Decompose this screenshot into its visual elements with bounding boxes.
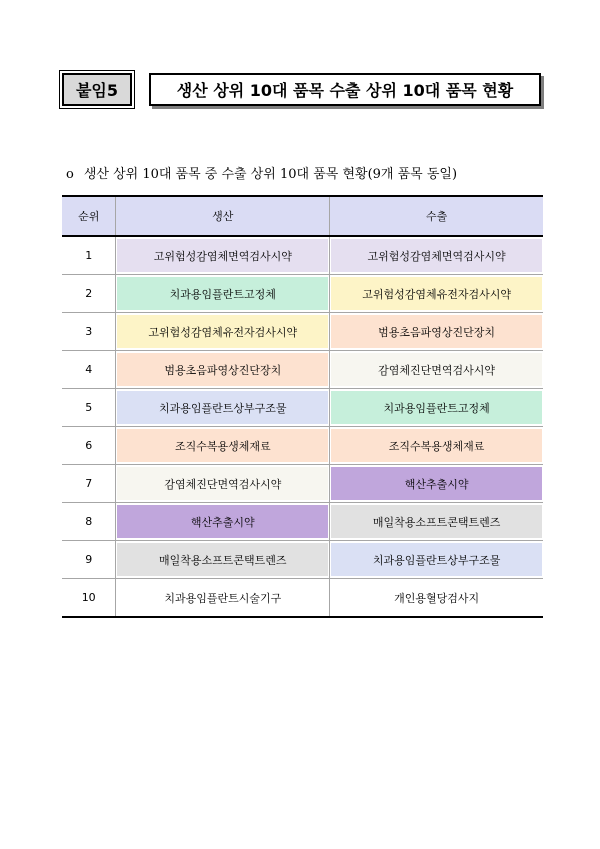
production-cell <box>116 427 330 465</box>
rank-cell <box>62 503 116 541</box>
export-cell <box>330 313 543 351</box>
production-cell <box>116 541 330 579</box>
rank-label: 8 <box>85 515 93 528</box>
export-label: 매일착용소프트콘택트렌즈 <box>331 505 542 538</box>
export-cell <box>330 541 543 579</box>
export-cell <box>330 351 543 389</box>
rank-cell <box>62 465 116 503</box>
rank-cell <box>62 351 116 389</box>
export-cell <box>330 503 543 541</box>
attachment-tag: 붙임5 <box>62 73 132 106</box>
export-label: 범용초음파영상진단장치 <box>331 315 542 348</box>
production-label: 고위험성감염체면역검사시약 <box>117 239 328 272</box>
export-cell <box>330 275 543 313</box>
production-label: 매일착용소프트콘택트렌즈 <box>117 543 328 576</box>
table-row <box>62 236 543 275</box>
rank-label: 1 <box>85 249 93 262</box>
rank-label: 4 <box>85 363 93 376</box>
table-row <box>62 427 543 465</box>
rank-label: 9 <box>85 553 93 566</box>
export-cell <box>330 236 543 275</box>
production-label: 치과용임플란트시술기구 <box>117 581 328 614</box>
production-cell <box>116 579 330 618</box>
production-label: 치과용임플란트고정체 <box>117 277 328 310</box>
export-label: 조직수복용생체재료 <box>331 429 542 462</box>
subtitle-text: 생산 상위 10대 품목 중 수출 상위 10대 품목 현황 <box>83 167 368 182</box>
rank-cell <box>62 427 116 465</box>
table-row <box>62 465 543 503</box>
rank-cell <box>62 541 116 579</box>
export-cell <box>330 465 543 503</box>
bullet-icon: o <box>66 167 74 182</box>
table-row <box>62 275 543 313</box>
production-label: 고위험성감염체유전자검사시약 <box>117 315 328 348</box>
table-row <box>62 351 543 389</box>
production-cell <box>116 351 330 389</box>
export-cell <box>330 389 543 427</box>
production-cell <box>116 275 330 313</box>
header <box>62 73 541 106</box>
rank-cell <box>62 389 116 427</box>
export-label: 치과용임플란트고정체 <box>331 391 542 424</box>
export-label: 개인용혈당검사지 <box>331 581 542 614</box>
rank-cell <box>62 313 116 351</box>
table-row <box>62 503 543 541</box>
export-cell <box>330 427 543 465</box>
production-cell <box>116 465 330 503</box>
production-label: 감염체진단면역검사시약 <box>117 467 328 500</box>
header-export: 수출 <box>330 196 543 236</box>
production-cell <box>116 503 330 541</box>
rank-cell <box>62 579 116 618</box>
production-cell <box>116 313 330 351</box>
production-label: 치과용임플란트상부구조물 <box>117 391 328 424</box>
production-label: 범용초음파영상진단장치 <box>117 353 328 386</box>
table-header-row <box>62 196 543 236</box>
rank-label: 10 <box>81 591 96 604</box>
table-row <box>62 579 543 618</box>
rank-cell <box>62 236 116 275</box>
header-production: 생산 <box>116 196 330 236</box>
table-row <box>62 389 543 427</box>
export-label: 핵산추출시약 <box>331 467 542 500</box>
table-row <box>62 541 543 579</box>
export-label: 고위험성감염체유전자검사시약 <box>331 277 542 310</box>
export-label: 감염체진단면역검사시약 <box>331 353 542 386</box>
rank-label: 6 <box>85 439 93 452</box>
ranking-table <box>62 195 543 618</box>
rank-label: 5 <box>85 401 93 414</box>
export-cell <box>330 579 543 618</box>
export-label: 치과용임플란트상부구조물 <box>331 543 542 576</box>
production-label: 조직수복용생체재료 <box>117 429 328 462</box>
table-row <box>62 313 543 351</box>
rank-label: 2 <box>85 287 93 300</box>
page-title: 생산 상위 10대 품목 수출 상위 10대 품목 현황 <box>149 73 541 106</box>
rank-cell <box>62 275 116 313</box>
production-label: 핵산추출시약 <box>117 505 328 538</box>
export-label: 고위험성감염체면역검사시약 <box>331 239 542 272</box>
rank-label: 3 <box>85 325 93 338</box>
production-cell <box>116 389 330 427</box>
subtitle-note: (9개 품목 동일) <box>367 167 458 182</box>
header-rank: 순위 <box>62 196 116 236</box>
subtitle <box>66 163 457 182</box>
rank-label: 7 <box>85 477 93 490</box>
production-cell <box>116 236 330 275</box>
